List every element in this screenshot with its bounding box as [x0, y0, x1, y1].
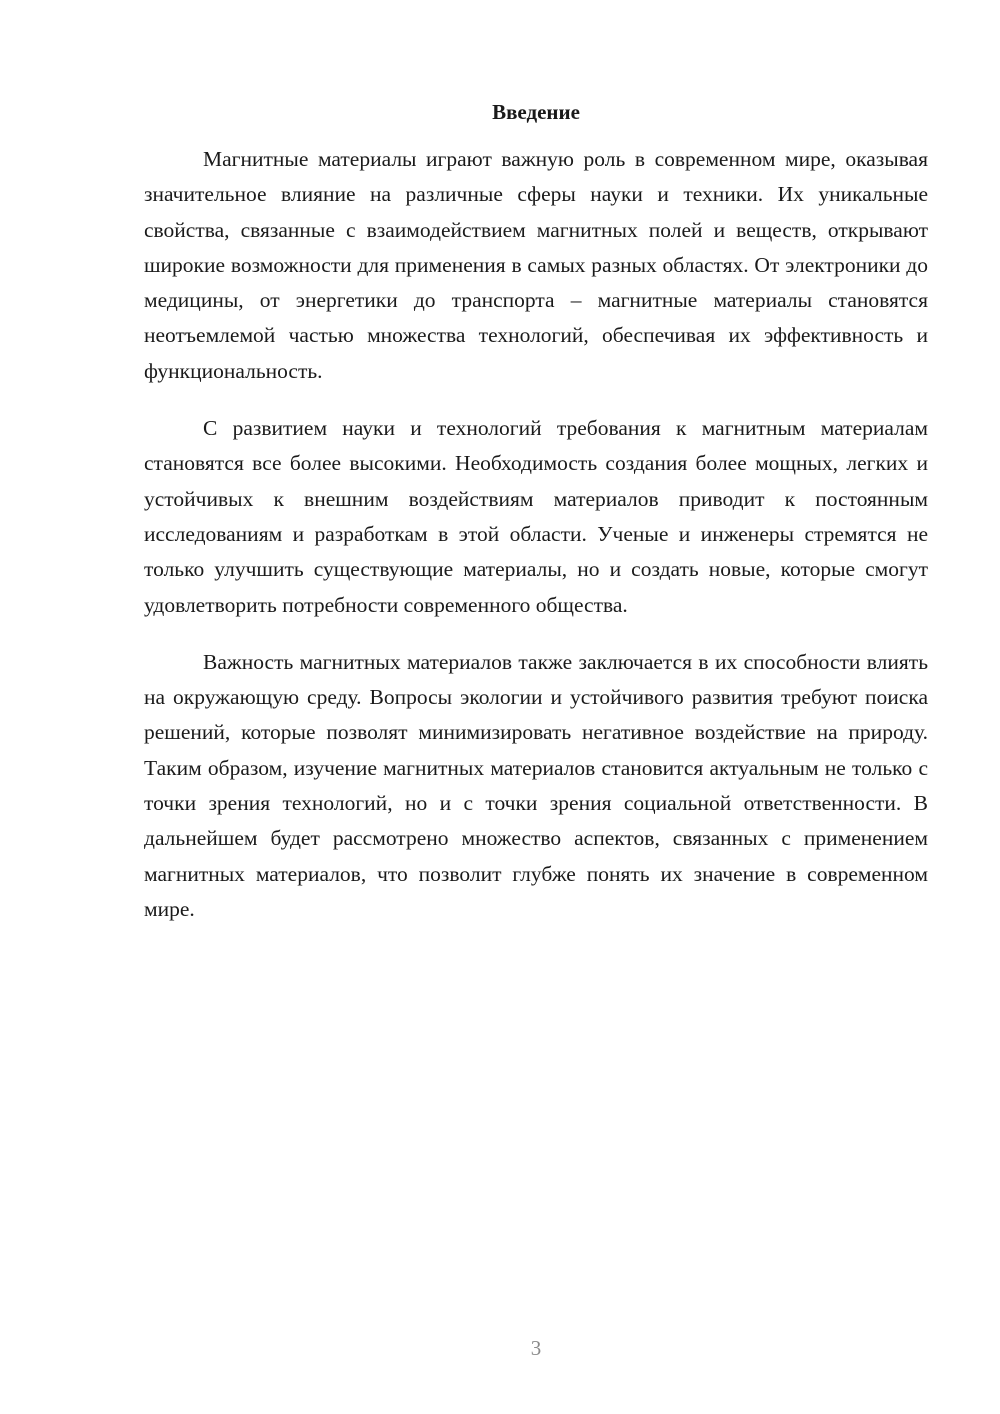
document-body: [144, 142, 928, 949]
paragraph-1: Магнитные материалы играют важную роль в современном мире, оказывая значительное влияние на различные сферы науки и техники. Их уникальные свойства, связанные с взаимодействием магнитных полей и веществ, открывают широкие возможности для применения в самых разных областях. От электроники до медицины, от энергетики до транспорта – магнитные материалы становятся неотъемлемой частью множества технологий, обеспечивая их эффективность и функциональность.: [144, 147, 928, 383]
paragraph-3: Важность магнитных материалов также заключается в их способности влиять на окружающую среду. Вопросы экологии и устойчивого развития требуют поиска решений, которые позволят минимизировать негативное воздействие на природу. Таким образом, изучение магнитных материалов становится актуальным не только с точки зрения технологий, но и с точки зрения социальной ответственности. В дальнейшем будет рассмотрено множество аспектов, связанных с применением магнитных материалов, что позволит глубже понять их значение в современном мире.: [144, 649, 928, 921]
page-number: 3: [530, 1336, 542, 1360]
page-title: Введение: [492, 100, 580, 124]
paragraph-2: С развитием науки и технологий требования к магнитным материалам становятся все более высокими. Необходимость создания более мощных, легких и устойчивых к внешним воздействиям материалов приводит к постоянным исследованиям и разработкам в этой области. Ученые и инженеры стремятся не только улучшить существующие материалы, но и создать новые, которые смогут удовлетворить потребности современного общества.: [144, 416, 928, 617]
